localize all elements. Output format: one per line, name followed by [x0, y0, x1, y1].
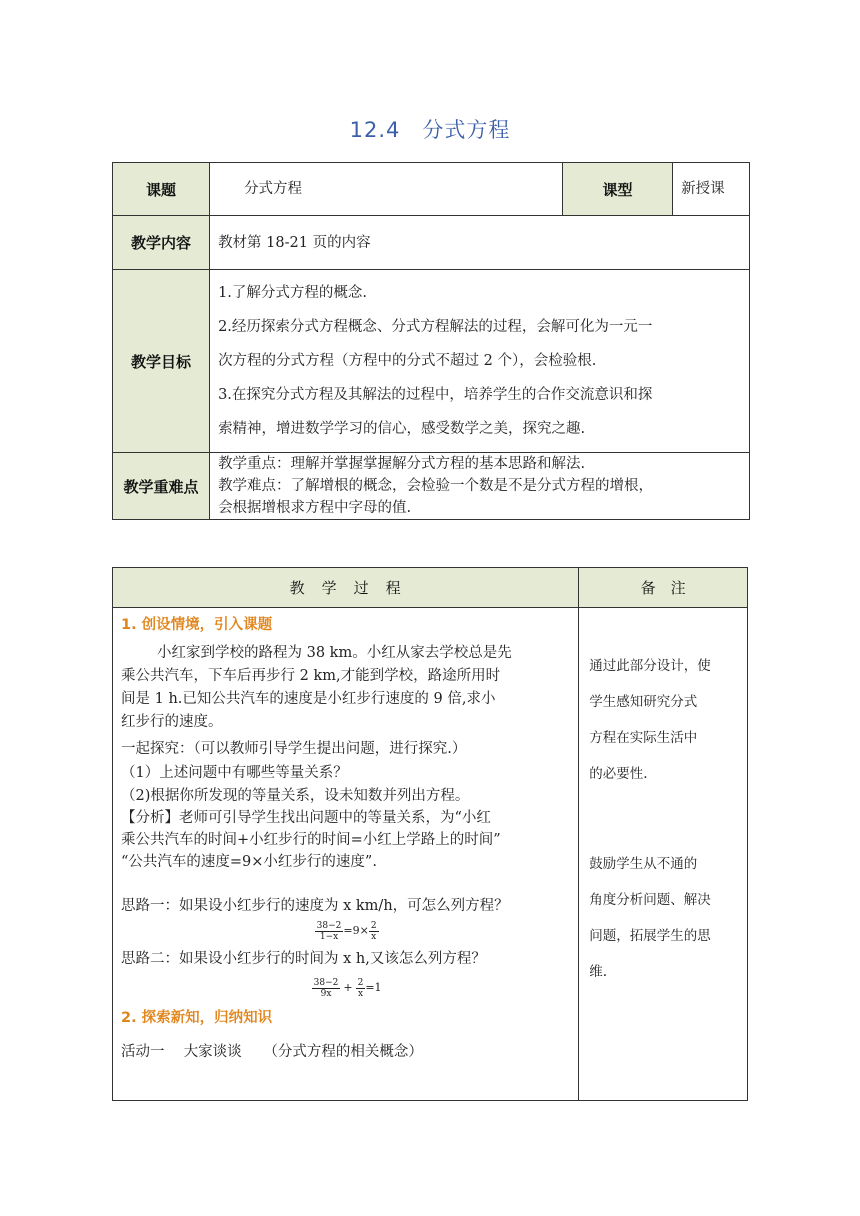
eq2-frac-a: $\frac{38-2}{9x}$ [313, 978, 339, 999]
type-value: 新授课 [673, 163, 750, 216]
goals-cell [210, 270, 750, 453]
key-line: 教学难点：了解增根的概念，会检验一个数是不是分式方程的增根， [218, 478, 654, 494]
question-2: （2)根据你所发现的等量关系，设未知数并列出方程。 [121, 788, 470, 804]
section-1-title: 1. 创设情境，引入课题 [121, 617, 273, 633]
goal-line: 2.经历探索分式方程概念、分式方程解法的过程，会解可化为一元一 [218, 319, 653, 335]
problem-line: 乘公共汽车，下车后再步行 2 km,才能到学校，路途所用时 [121, 668, 501, 684]
analysis-line: 乘公共汽车的时间+小红步行的时间=小红上学路上的时间” [121, 832, 501, 848]
section-2-title: 2. 探索新知，归纳知识 [121, 1010, 273, 1026]
process-header: 教 学 过 程 [113, 568, 579, 608]
document-title: 12.4 分式方程 [349, 118, 511, 142]
eq1-frac-b: $\frac{2}{x}$ [370, 921, 377, 942]
goal-line: 3.在探究分式方程及其解法的过程中，培养学生的合作交流意识和探 [218, 387, 653, 403]
keys-label: 教学重难点 [113, 453, 210, 520]
analysis [121, 807, 572, 873]
topic-value: 分式方程 [210, 163, 563, 216]
key-line: 教学重点：理解并掌握掌握解分式方程的基本思路和解法. [218, 456, 586, 472]
note-2: 鼓励学生从不通的 角度分析问题、解决 问题，拓展学生的思 维. [589, 856, 711, 980]
topic-label: 课题 [113, 163, 210, 216]
problem-line: 间是 1 h.已知公共汽车的速度是小红步行速度的 9 倍,求小 [121, 691, 496, 707]
content-value: 教材第 18-21 页的内容 [210, 216, 750, 270]
goal-line: 1.了解分式方程的概念. [218, 285, 368, 301]
content-label: 教学内容 [113, 216, 210, 270]
equation-2: $\frac{38-2}{9x}$ + $\frac{2}{x}$ =1 [313, 978, 382, 999]
problem-text [121, 642, 572, 665]
equation-1: $\frac{38-2}{1-x}$ =9× $\frac{2}{x}$ [316, 921, 377, 942]
key-line: 会根据增根求方程中字母的值. [218, 500, 412, 516]
explore-prompt: 一起探究：（可以教师引导学生提出问题，进行探究.） [121, 741, 467, 757]
notes-header: 备 注 [579, 568, 748, 608]
lesson-info-table [112, 162, 750, 520]
process-cell [113, 608, 579, 1101]
teaching-process-table [112, 567, 748, 1101]
keys-cell [210, 453, 750, 520]
type-label: 课型 [562, 163, 672, 216]
eq2-frac-b: $\frac{2}{x}$ [357, 978, 364, 999]
notes-cell [579, 608, 748, 1101]
problem-line: 红步行的速度。 [121, 714, 223, 730]
goal-line: 索精神，增进数学学习的信心，感受数学之美，探究之趣. [218, 421, 586, 437]
problem-text-cont [121, 665, 572, 734]
analysis-line: “公共汽车的速度=9×小红步行的速度”. [121, 854, 377, 870]
activity-1: 活动一 大家谈谈 （分式方程的相关概念） [121, 1044, 423, 1060]
goals-label: 教学目标 [113, 270, 210, 453]
analysis-line: 【分析】老师可引导学生找出问题中的等量关系，为“小红 [121, 810, 491, 826]
problem-line: 小红家到学校的路程为 38 km。小红从家去学校总是先 [157, 645, 512, 661]
note-1: 通过此部分设计，使 学生感知研究分式 方程在实际生活中 的必要性. [589, 658, 711, 782]
eq1-frac-a: $\frac{38-2}{1-x}$ [316, 921, 342, 942]
idea-2: 思路二：如果设小红步行的时间为 x h,又该怎么列方程？ [121, 951, 486, 967]
goal-line: 次方程的分式方程（方程中的分式不超过 2 个），会检验根. [218, 353, 597, 369]
idea-1: 思路一：如果设小红步行的速度为 x km/h，可怎么列方程？ [121, 898, 509, 914]
question-1: （1）上述问题中有哪些等量关系？ [121, 765, 348, 781]
